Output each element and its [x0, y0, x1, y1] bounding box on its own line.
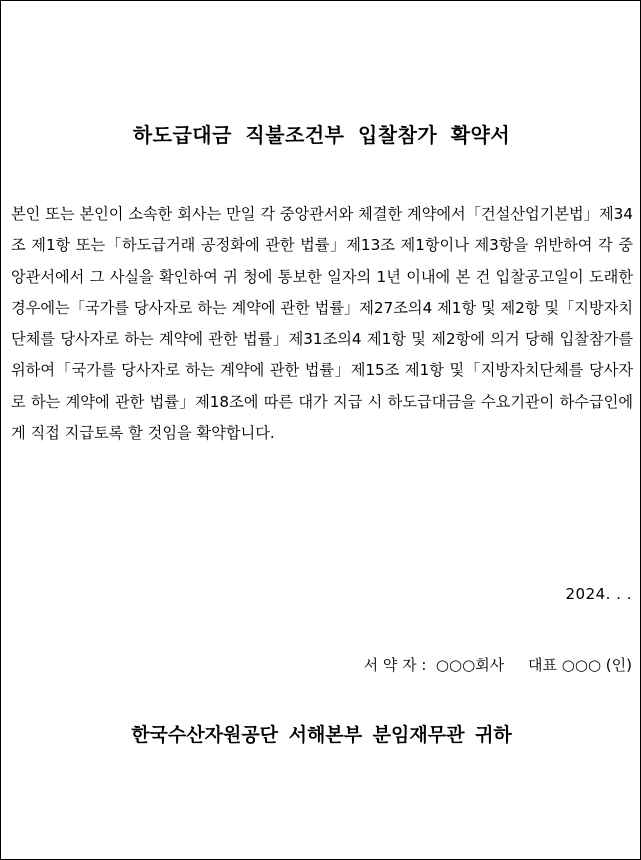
document-title: 하도급대금 직불조건부 입찰참가 확약서 — [132, 123, 511, 147]
addressee: 한국수산자원공단 서해본부 분임재무관 귀하 — [131, 724, 512, 746]
pledge-body-text: 본인 또는 본인이 소속한 회사는 만일 각 중앙관서와 체결한 계약에서「건설산업기본법」제34조 제1항 또는「하도급거래 공정화에 관한 법률」제13조 제1항이나 제3항을 위반하여 각 중앙관서에서 그 사실을 확인하여 귀 청에 통보한 일자의 1년 이내에 본 건 입찰공고일이 도래한 경우에는「국가를 당사자로 하는 계약에 관한 법률」제27조의4 제1항 및 제2항 및「지방자치단체를 당사자로 하는 계약에 관한 법률」제31조의4 제1항 및 제2항에 의거 당해 입찰참가를 위하여「국가를 당사자로 하는 계약에 관한 법률」제15조 제1항 및「지방자치단체를 당사자로 하는 계약에 관한 법률」제18조에 따른 대가 지급 시 하도급대금을 수요기관이 하수급인에게 직접 지급토록 할 것임을 확약합니다. — [11, 205, 633, 443]
pledge-date: 2024. . . — [565, 585, 632, 603]
signer-line: 서 약 자 : ○○○회사 대표 ○○○ (인) — [363, 656, 632, 674]
